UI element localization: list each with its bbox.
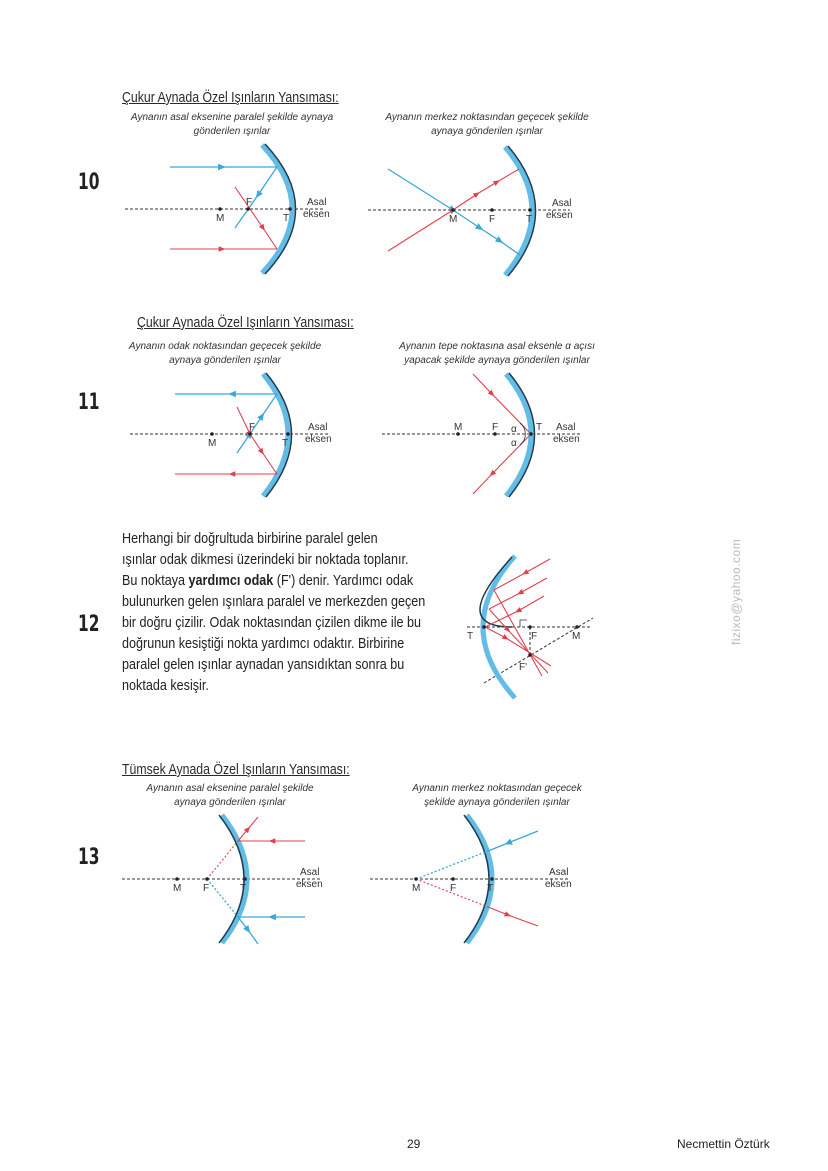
label-F: F — [246, 197, 253, 208]
diagram-11-vertex-rays — [382, 373, 580, 497]
caption-line: Aynanın asal eksenine paralel şekilde — [146, 783, 314, 794]
label-M: M — [208, 438, 217, 449]
paragraph-line: bir doğru çizilir. Odak noktasından çizilen dikme ile bu — [122, 614, 422, 631]
concave-mirror — [263, 374, 288, 496]
label-F-prime: F' — [519, 662, 528, 673]
paragraph-line: paralel gelen ışınlar aynadan yansıdıktan sonra bu — [122, 656, 405, 673]
incident-ray-blue — [488, 831, 538, 851]
incident-ray-red — [237, 407, 277, 474]
virtual-extension-red — [207, 841, 238, 879]
incident-ray — [485, 596, 544, 627]
label-eksen: eksen — [546, 210, 573, 221]
label-M: M — [412, 883, 421, 894]
label-T: T — [283, 213, 290, 224]
label-asal: Asal — [556, 422, 576, 433]
reflected-ray-blue — [238, 917, 258, 944]
page-number: 29 — [407, 1137, 421, 1151]
caption-line: aynaya gönderilen ışınlar — [431, 126, 543, 137]
watermark: fizixo@yahoo.com — [729, 538, 743, 645]
section-number-10: 10 — [78, 170, 100, 195]
label-alpha: α — [511, 438, 517, 449]
paragraph-line: bulunurken gelen ışınlara paralel ve merkezden geçen — [122, 593, 426, 610]
text: (F') denir. Yardımcı odak — [273, 572, 414, 589]
caption-line: Aynanın odak noktasından geçecek şekilde — [128, 341, 322, 352]
caption-line: şekilde aynaya gönderilen ışınlar — [424, 797, 570, 808]
bold-term: yardımcı odak — [188, 572, 274, 589]
label-asal: Asal — [549, 867, 569, 878]
paragraph-line: ışınlar odak dikmesi üzerindeki bir noktada toplanır. — [122, 551, 409, 568]
label-T: T — [467, 631, 474, 642]
diagram-10-parallel-rays — [125, 144, 330, 274]
label-F: F — [492, 422, 499, 433]
label-T: T — [487, 883, 494, 894]
paragraph-line: Herhangi bir doğrultuda birbirine paralel gelen — [122, 530, 378, 547]
paragraph-line: noktada kesişir. — [122, 677, 209, 694]
label-F: F — [249, 422, 256, 433]
label-asal: Asal — [308, 422, 328, 433]
caption-line: Aynanın tepe noktasına asal eksenle α açısı — [399, 341, 595, 352]
caption-line: yapacak şekilde aynaya gönderilen ışınlar — [404, 355, 590, 366]
label-M: M — [454, 422, 463, 433]
reflected-ray-blue — [235, 167, 277, 228]
caption-line: Aynanın merkez noktasından geçecek — [412, 783, 582, 794]
author-name: Necmettin Öztürk — [677, 1137, 770, 1151]
diagram-13-convex-parallel-rays — [122, 815, 323, 944]
label-T: T — [282, 438, 289, 449]
section-11-title: Çukur Aynada Özel Işınların Yansıması: — [137, 314, 354, 331]
caption-line: Aynanın merkez noktasından geçecek şekilde — [385, 112, 589, 123]
diagram-10-center-rays — [368, 146, 573, 276]
label-M: M — [216, 213, 225, 224]
caption-line: aynaya gönderilen ışınlar — [169, 355, 281, 366]
label-eksen: eksen — [305, 434, 332, 445]
caption-line: gönderilen ışınlar — [193, 126, 271, 137]
section-13-title: Tümsek Aynada Özel Işınların Yansıması: — [122, 761, 350, 778]
diagram-13-convex-center-rays — [370, 815, 572, 943]
caption-line: Aynanın asal eksenine paralel şekilde aynaya — [130, 112, 334, 123]
virtual-extension-blue — [207, 879, 238, 917]
text: Bu noktaya — [122, 572, 189, 589]
concave-mirror — [506, 374, 531, 496]
label-T: T — [240, 883, 247, 894]
ray-blue — [388, 169, 520, 255]
diagram-11-focus-rays — [130, 373, 332, 497]
label-eksen: eksen — [296, 879, 323, 890]
virtual-extension-blue — [416, 851, 488, 879]
label-F: F — [450, 883, 457, 894]
label-asal: Asal — [300, 867, 320, 878]
caption-line: aynaya gönderilen ışınlar — [174, 797, 286, 808]
diagram-12-secondary-focus — [467, 556, 593, 698]
label-F: F — [531, 631, 538, 642]
label-M: M — [572, 631, 581, 642]
right-angle-mark — [520, 620, 527, 627]
label-eksen: eksen — [545, 879, 572, 890]
label-F: F — [489, 214, 496, 225]
label-eksen: eksen — [303, 209, 330, 220]
label-M: M — [449, 214, 458, 225]
reflected-ray-red — [238, 817, 258, 841]
section-number-13: 13 — [78, 845, 100, 870]
section-10-title: Çukur Aynada Özel Işınların Yansıması: — [122, 89, 339, 106]
label-M: M — [173, 883, 182, 894]
section-number-12: 12 — [78, 612, 100, 637]
label-eksen: eksen — [553, 434, 580, 445]
label-T: T — [536, 422, 543, 433]
label-asal: Asal — [552, 198, 572, 209]
label-T: T — [526, 214, 533, 225]
section-number-11: 11 — [78, 390, 100, 415]
label-F: F — [203, 883, 210, 894]
paragraph-line: doğrunun kesiştiği nokta yardımcı odaktır. Birbirine — [122, 635, 405, 652]
label-alpha: α — [511, 424, 517, 435]
concave-mirror — [505, 147, 532, 275]
label-asal: Asal — [307, 197, 327, 208]
reflected-ray-red — [488, 907, 538, 926]
